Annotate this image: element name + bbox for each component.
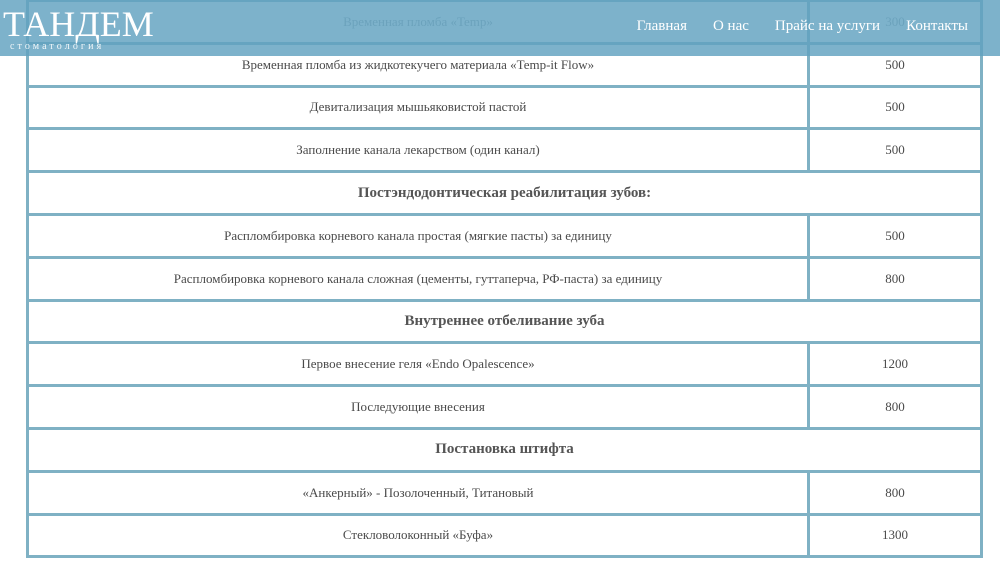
service-price: 1300 bbox=[809, 514, 982, 557]
table-row bbox=[28, 514, 982, 557]
section-row bbox=[28, 428, 982, 471]
section-row bbox=[28, 300, 982, 343]
table-row bbox=[28, 471, 982, 514]
service-price: 800 bbox=[809, 471, 982, 514]
service-name: Временная пломба из жидкотекучего материала «Temp-it Flow» bbox=[28, 43, 809, 86]
table-row bbox=[28, 86, 982, 129]
section-row bbox=[28, 172, 982, 215]
service-price: 800 bbox=[809, 257, 982, 300]
section-title: Постэндодонтическая реабилитация зубов: bbox=[28, 172, 982, 215]
service-name: Стекловолоконный «Буфа» bbox=[28, 514, 809, 557]
service-name: Распломбировка корневого канала сложная (цементы, гуттаперча, РФ-паста) за единицу bbox=[28, 257, 809, 300]
nav-about[interactable]: О нас bbox=[712, 18, 749, 34]
service-price: 500 bbox=[809, 86, 982, 129]
service-name: Распломбировка корневого канала простая (мягкие пасты) за единицу bbox=[28, 214, 809, 257]
price-table bbox=[26, 0, 983, 558]
nav-contacts[interactable]: Контакты bbox=[906, 18, 968, 34]
service-name: Девитализация мышьяковистой пастой bbox=[28, 86, 809, 129]
service-price: 500 bbox=[809, 214, 982, 257]
table-row bbox=[28, 214, 982, 257]
service-price: 800 bbox=[809, 386, 982, 429]
service-name: Первое внесение геля «Endo Opalescence» bbox=[28, 343, 809, 386]
site-header bbox=[0, 0, 1000, 56]
logo-title: ТАНДЕМ bbox=[3, 4, 154, 44]
table-row bbox=[28, 343, 982, 386]
section-title: Постановка штифта bbox=[28, 428, 982, 471]
section-title: Внутреннее отбеливание зуба bbox=[28, 300, 982, 343]
table-row bbox=[28, 129, 982, 172]
table-row bbox=[28, 257, 982, 300]
service-name: Последующие внесения bbox=[28, 386, 809, 429]
table-row bbox=[28, 386, 982, 429]
service-price: 1200 bbox=[809, 343, 982, 386]
site-logo[interactable] bbox=[3, 4, 154, 53]
nav-prices[interactable]: Прайс на услуги bbox=[774, 18, 881, 34]
nav-home[interactable]: Главная bbox=[636, 18, 687, 34]
main-nav bbox=[637, 18, 968, 35]
service-name: Заполнение канала лекарством (один канал) bbox=[28, 129, 809, 172]
service-price: 500 bbox=[809, 43, 982, 86]
logo-subtitle: стоматология bbox=[10, 41, 105, 52]
service-name: «Анкерный» - Позолоченный, Титановый bbox=[28, 471, 809, 514]
service-price: 500 bbox=[809, 129, 982, 172]
